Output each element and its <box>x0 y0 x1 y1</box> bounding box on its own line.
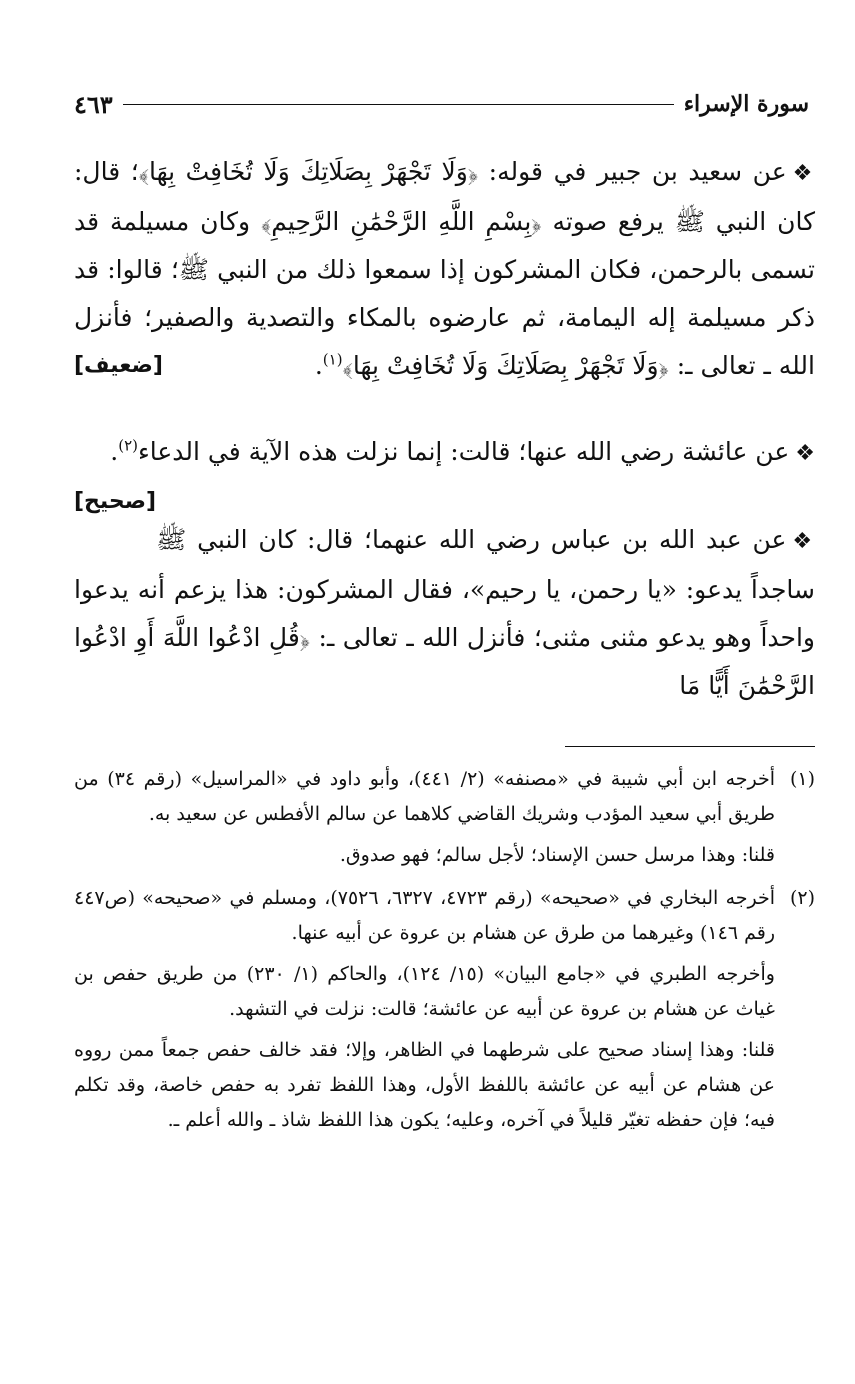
footnote-paragraph: قلنا: وهذا مرسل حسن الإسناد؛ لأجل سالم؛ فهو صدوق. <box>339 844 775 866</box>
page-number: ٤٦٣ <box>74 89 113 119</box>
surah-title: سورة الإسراء <box>683 91 809 117</box>
footnote-1 <box>74 762 815 879</box>
entry-text: عن عائشة رضي الله عنها؛ قالت: إنما نزلت هذه الآية في الدعاء <box>137 437 790 466</box>
star-icon: ❖ <box>795 441 815 466</box>
grade-badge: [صحيح] <box>74 489 157 514</box>
footnote-paragraph: أخرجه ابن أبي شيبة في «مصنفه» (٢/ ٤٤١)، وأبو داود في «المراسيل» (رقم ٣٤) من طريق أبي سعيد المؤدب وشريك القاضي كلاهما عن سالم الأفطس عن سعيد به. <box>74 768 776 825</box>
star-icon: ❖ <box>792 529 815 554</box>
footnote-number: (١) <box>789 768 815 790</box>
footnote-body <box>74 881 775 1144</box>
footnote-ref[interactable]: (٢) <box>118 436 138 455</box>
footnote-2 <box>74 881 815 1144</box>
grade-badge: [ضعيف] <box>74 353 163 378</box>
footnote-number: (٢) <box>789 887 815 909</box>
footnote-paragraph: وأخرجه الطبري في «جامع البيان» (١٥/ ١٢٤)، والحاكم (١/ ٢٣٠) من طريق حفص بن غياث عن هشام بن عروة عن أبيه عن عائشة؛ قالت: نزلت في التشهد. <box>74 963 775 1020</box>
star-icon: ❖ <box>792 161 815 186</box>
entry-end: . <box>314 351 323 380</box>
entry-text: عن سعيد بن جبير في قوله: ﴿وَلَا تَجْهَرْ بِصَلَاتِكَ وَلَا تُخَافِتْ بِهَا﴾؛ قال: كان النبي ﷺ يرفع صوته ﴿بِسْمِ اللَّهِ الرَّحْمَٰنِ الرَّحِيمِ﴾ وكان مسيلمة قد تسمى بالرحمن، فكان المشركون إذا سمعوا ذلك من النبي ﷺ؛ قالوا: قد ذكر مسيلمة إله اليمامة، ثم عارضوه بالمكاء والتصدية والصفير؛ فأنزل الله ـ تعالى ـ: ﴿وَلَا تَجْهَرْ بِصَلَاتِكَ وَلَا تُخَافِتْ بِهَا﴾ <box>74 157 815 380</box>
hadith-entry-2 <box>74 428 815 514</box>
hadith-entry-1 <box>74 148 815 390</box>
page-header <box>74 82 809 126</box>
footnote-paragraph: قلنا: وهذا إسناد صحيح على شرطهما في الظاهر، وإلا؛ فقد خالف حفص جمعاً ممن رووه عن هشام عن أبيه عن عائشة باللفظ الأول، وهذا اللفظ تفرد به حفص خاصة، وقد تكلم فيه؛ فإن حفظه تغيّر قليلاً في آخره، وعليه؛ يكون هذا اللفظ شاذ ـ والله أعلم ـ. <box>74 1039 775 1131</box>
header-rule <box>123 104 674 105</box>
entry-end: . <box>110 437 119 466</box>
footnotes <box>74 762 815 1146</box>
footnote-ref[interactable]: (١) <box>322 350 343 369</box>
footnote-divider <box>565 746 815 747</box>
hadith-entry-3 <box>74 516 815 710</box>
entry-text: عن عبد الله بن عباس رضي الله عنهما؛ قال: كان النبي ﷺ ساجداً يدعو: «يا رحمن، يا رحيم»، فقال المشركون: هذا يزعم أنه يدعوا واحداً وهو يدعو مثنى مثنى؛ فأنزل الله ـ تعالى ـ: ﴿قُلِ ادْعُوا اللَّهَ أَوِ ادْعُوا الرَّحْمَٰنَ أَيًّا مَا <box>74 525 815 700</box>
footnote-body <box>74 762 775 879</box>
main-text <box>74 148 815 710</box>
footnote-paragraph: أخرجه البخاري في «صحيحه» (رقم ٤٧٢٣، ٦٣٢٧، ٧٥٢٦)، ومسلم في «صحيحه» (ص٤٤٧ رقم ١٤٦) وغيرهما من طرق عن هشام بن عروة عن أبيه عنها. <box>74 887 776 944</box>
